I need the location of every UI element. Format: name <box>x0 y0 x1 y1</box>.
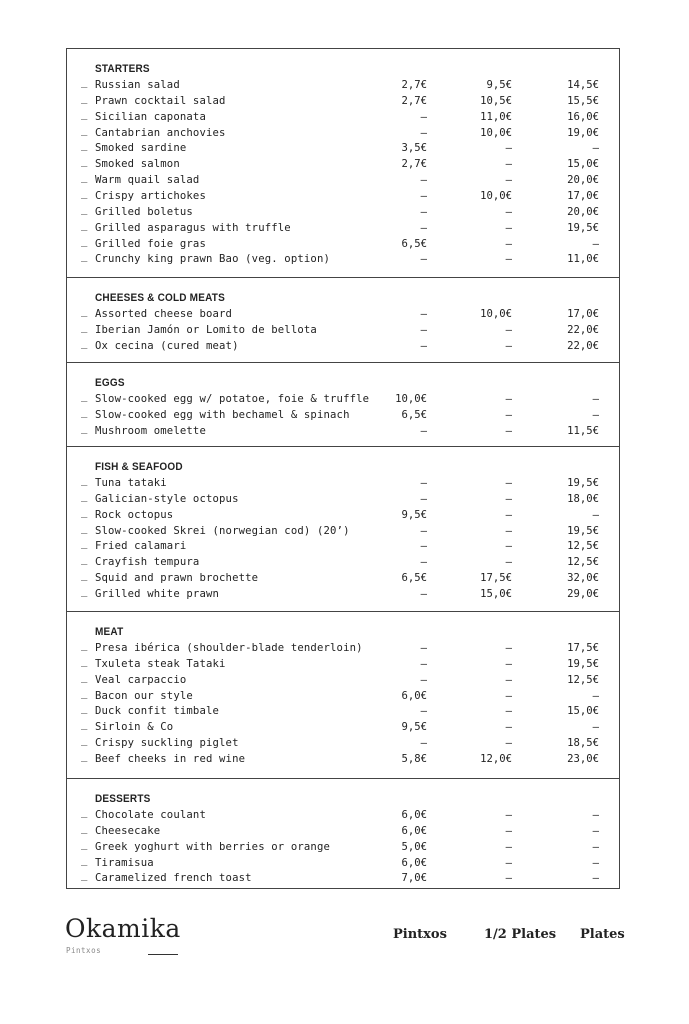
price-plate: 16,0€ <box>567 110 599 123</box>
menu-item <box>67 251 619 267</box>
price-half-plate: 10,0€ <box>480 126 512 139</box>
item-bullet: _ <box>81 553 88 566</box>
price-plate: — <box>592 408 599 421</box>
price-plate: — <box>592 856 599 869</box>
item-bullet: _ <box>81 639 88 651</box>
price-plate: 15,0€ <box>567 158 599 171</box>
price-pintxo: 7,0€ <box>401 872 427 885</box>
menu-item <box>67 719 619 735</box>
brand-underline <box>148 954 178 955</box>
price-pintxo: 6,5€ <box>401 408 427 421</box>
price-pintxo: 6,0€ <box>401 856 427 869</box>
item-bullet: _ <box>81 853 88 866</box>
item-name: Grilled white prawn <box>95 587 220 600</box>
menu-item <box>67 688 619 704</box>
price-pintxo: 9,5€ <box>401 721 427 734</box>
price-half-plate: — <box>505 158 512 171</box>
price-plate: — <box>592 142 599 155</box>
price-pintxo: — <box>420 126 427 139</box>
menu-item <box>67 140 619 156</box>
price-plate: — <box>592 824 599 837</box>
price-pintxo: — <box>420 253 427 266</box>
price-plate: 19,5€ <box>567 477 599 489</box>
price-pintxo: — <box>420 587 427 600</box>
price-pintxo: — <box>420 492 427 505</box>
item-name: Slow-cooked Skrei (norwegian cod) (20’) <box>95 524 350 537</box>
section-title: DESSERTS <box>95 793 151 806</box>
price-plate: 15,5€ <box>567 94 599 107</box>
section-title: EGGS <box>95 377 125 390</box>
menu-frame <box>66 48 620 889</box>
price-half-plate: — <box>505 237 512 250</box>
menu-section <box>67 778 619 890</box>
price-pintxo: 6,0€ <box>401 689 427 702</box>
item-bullet: _ <box>81 749 88 762</box>
menu-section <box>67 49 619 277</box>
item-name: Cantabrian anchovies <box>95 126 226 139</box>
item-bullet: _ <box>81 569 88 582</box>
item-bullet: _ <box>81 584 88 597</box>
price-half-plate: 10,5€ <box>480 94 512 107</box>
price-plate: 20,0€ <box>567 174 599 187</box>
menu-item <box>67 125 619 141</box>
item-bullet: _ <box>81 702 88 715</box>
item-name: Beef cheeks in red wine <box>95 752 246 765</box>
price-half-plate: — <box>505 657 512 670</box>
price-plate: 12,5€ <box>567 673 599 686</box>
item-name: Sirloin & Co <box>95 721 174 734</box>
price-plate: 18,0€ <box>567 492 599 505</box>
price-plate: 18,5€ <box>567 737 599 750</box>
price-pintxo: 2,7€ <box>401 79 427 91</box>
price-pintxo: — <box>420 477 427 489</box>
price-half-plate: — <box>505 524 512 537</box>
price-plate: 17,0€ <box>567 189 599 202</box>
price-half-plate: 12,0€ <box>480 752 512 765</box>
menu-item <box>67 322 619 338</box>
item-name: Galician-style octopus <box>95 492 239 505</box>
menu-item <box>67 391 619 407</box>
menu-item <box>67 672 619 688</box>
price-plate: 12,5€ <box>567 540 599 553</box>
price-plate: 12,5€ <box>567 556 599 569</box>
item-name: Fried calamari <box>95 540 187 553</box>
item-name: Duck confit timbale <box>95 705 220 718</box>
price-pintxo: — <box>420 642 427 654</box>
price-plate: 23,0€ <box>567 752 599 765</box>
price-half-plate: 11,0€ <box>480 110 512 123</box>
price-half-plate: 9,5€ <box>486 79 512 91</box>
price-plate: 22,0€ <box>567 323 599 336</box>
price-half-plate: — <box>505 556 512 569</box>
menu-section <box>67 446 619 611</box>
price-half-plate: — <box>505 408 512 421</box>
item-name: Assorted cheese board <box>95 308 233 320</box>
item-name: Iberian Jamón or Lomito de bellota <box>95 323 317 336</box>
menu-item <box>67 523 619 539</box>
price-plate: 17,5€ <box>567 642 599 654</box>
price-half-plate: — <box>505 205 512 218</box>
price-plate: — <box>592 840 599 853</box>
price-half-plate: — <box>505 540 512 553</box>
menu-item <box>67 491 619 507</box>
price-plate: 19,5€ <box>567 524 599 537</box>
menu-item <box>67 188 619 204</box>
price-pintxo: 10,0€ <box>395 393 427 405</box>
price-half-plate: 15,0€ <box>480 587 512 600</box>
menu-item <box>67 204 619 220</box>
price-half-plate: — <box>505 642 512 654</box>
item-name: Warm quail salad <box>95 174 200 187</box>
menu-item <box>67 156 619 172</box>
price-half-plate: — <box>505 424 512 437</box>
price-pintxo: 6,5€ <box>401 237 427 250</box>
price-half-plate: — <box>505 737 512 750</box>
price-half-plate: — <box>505 221 512 234</box>
menu-item <box>67 475 619 491</box>
price-half-plate: 10,0€ <box>480 308 512 320</box>
menu-item <box>67 423 619 439</box>
menu-item <box>67 656 619 672</box>
price-plate: 19,5€ <box>567 221 599 234</box>
menu-item <box>67 870 619 886</box>
price-half-plate: — <box>505 689 512 702</box>
menu-item <box>67 306 619 322</box>
item-name: Chocolate coulant <box>95 809 206 821</box>
item-name: Sicilian caponata <box>95 110 206 123</box>
item-bullet: _ <box>81 107 88 120</box>
item-name: Bacon our style <box>95 689 193 702</box>
menu-item <box>67 172 619 188</box>
menu-item <box>67 735 619 751</box>
item-name: Squid and prawn brochette <box>95 572 259 585</box>
item-bullet: _ <box>81 489 88 502</box>
price-half-plate: — <box>505 323 512 336</box>
menu-item <box>67 407 619 423</box>
column-header-plates: Plates <box>580 927 625 942</box>
item-bullet: _ <box>81 234 88 247</box>
section-title: FISH & SEAFOOD <box>95 461 183 474</box>
menu-item <box>67 109 619 125</box>
item-name: Crunchy king prawn Bao (veg. option) <box>95 253 331 266</box>
item-name: Crispy suckling piglet <box>95 737 239 750</box>
price-plate: 17,0€ <box>567 308 599 320</box>
price-half-plate: — <box>505 721 512 734</box>
menu-item <box>67 570 619 586</box>
item-name: Presa ibérica (shoulder-blade tenderloin) <box>95 642 363 654</box>
item-bullet: _ <box>81 421 88 434</box>
item-bullet: _ <box>81 76 88 88</box>
item-name: Grilled asparagus with truffle <box>95 221 291 234</box>
item-bullet: _ <box>81 139 88 152</box>
price-pintxo: 2,7€ <box>401 94 427 107</box>
item-bullet: _ <box>81 837 88 850</box>
menu-item <box>67 586 619 602</box>
item-bullet: _ <box>81 305 88 317</box>
price-pintxo: — <box>420 556 427 569</box>
price-plate: 19,5€ <box>567 657 599 670</box>
price-pintxo: 5,0€ <box>401 840 427 853</box>
price-half-plate: — <box>505 339 512 352</box>
item-name: Crispy artichokes <box>95 189 206 202</box>
price-half-plate: — <box>505 174 512 187</box>
menu-item <box>67 538 619 554</box>
price-pintxo: — <box>420 737 427 750</box>
item-name: Ox cecina (cured meat) <box>95 339 239 352</box>
menu-item <box>67 807 619 823</box>
menu-section <box>67 277 619 362</box>
price-pintxo: — <box>420 189 427 202</box>
price-plate: 14,5€ <box>567 79 599 91</box>
price-pintxo: — <box>420 705 427 718</box>
price-pintxo: 9,5€ <box>401 508 427 521</box>
item-bullet: _ <box>81 405 88 418</box>
menu-item <box>67 554 619 570</box>
price-pintxo: — <box>420 110 427 123</box>
item-name: Veal carpaccio <box>95 673 187 686</box>
item-name: Cheesecake <box>95 824 161 837</box>
brand-logo: Okamika <box>65 914 181 943</box>
brand-subtitle: Pintxos <box>66 946 102 955</box>
section-title: MEAT <box>95 626 124 639</box>
item-bullet: _ <box>81 654 88 667</box>
price-half-plate: — <box>505 492 512 505</box>
item-name: Russian salad <box>95 79 180 91</box>
item-name: Greek yoghurt with berries or orange <box>95 840 331 853</box>
item-bullet: _ <box>81 320 88 333</box>
item-bullet: _ <box>81 186 88 199</box>
price-pintxo: — <box>420 673 427 686</box>
item-bullet: _ <box>81 821 88 834</box>
price-half-plate: 17,5€ <box>480 572 512 585</box>
price-pintxo: — <box>420 657 427 670</box>
item-bullet: _ <box>81 521 88 534</box>
price-half-plate: — <box>505 872 512 885</box>
price-plate: — <box>592 872 599 885</box>
item-name: Prawn cocktail salad <box>95 94 226 107</box>
price-pintxo: 2,7€ <box>401 158 427 171</box>
section-title: CHEESES & COLD MEATS <box>95 292 225 305</box>
item-bullet: _ <box>81 123 88 136</box>
item-name: Crayfish tempura <box>95 556 200 569</box>
menu-item <box>67 855 619 871</box>
menu-item <box>67 338 619 354</box>
price-half-plate: — <box>505 253 512 266</box>
price-pintxo: 6,5€ <box>401 572 427 585</box>
price-pintxo: 6,0€ <box>401 809 427 821</box>
item-name: Grilled boletus <box>95 205 193 218</box>
item-name: Txuleta steak Tataki <box>95 657 226 670</box>
price-pintxo: — <box>420 339 427 352</box>
price-half-plate: — <box>505 809 512 821</box>
price-plate: 11,0€ <box>567 253 599 266</box>
menu-item <box>67 93 619 109</box>
item-bullet: _ <box>81 336 88 349</box>
menu-section <box>67 362 619 446</box>
item-bullet: _ <box>81 390 88 402</box>
item-bullet: _ <box>81 718 88 731</box>
menu-item <box>67 640 619 656</box>
item-bullet: _ <box>81 474 88 486</box>
item-name: Smoked salmon <box>95 158 180 171</box>
price-pintxo: — <box>420 424 427 437</box>
item-bullet: _ <box>81 171 88 184</box>
price-half-plate: 10,0€ <box>480 189 512 202</box>
price-plate: — <box>592 508 599 521</box>
item-name: Caramelized french toast <box>95 872 252 885</box>
price-half-plate: — <box>505 673 512 686</box>
menu-section <box>67 611 619 778</box>
price-half-plate: — <box>505 705 512 718</box>
menu-item <box>67 236 619 252</box>
price-half-plate: — <box>505 824 512 837</box>
item-bullet: _ <box>81 806 88 818</box>
item-name: Grilled foie gras <box>95 237 206 250</box>
price-half-plate: — <box>505 393 512 405</box>
item-name: Mushroom omelette <box>95 424 206 437</box>
price-plate: — <box>592 809 599 821</box>
item-name: Smoked sardine <box>95 142 187 155</box>
price-half-plate: — <box>505 142 512 155</box>
price-half-plate: — <box>505 477 512 489</box>
price-plate: 22,0€ <box>567 339 599 352</box>
item-bullet: _ <box>81 686 88 699</box>
price-half-plate: — <box>505 508 512 521</box>
column-header-half-plates: 1/2 Plates <box>484 927 557 942</box>
menu-item <box>67 839 619 855</box>
item-bullet: _ <box>81 155 88 168</box>
item-bullet: _ <box>81 734 88 747</box>
menu-item <box>67 507 619 523</box>
menu-item <box>67 823 619 839</box>
price-plate: 29,0€ <box>567 587 599 600</box>
menu-item <box>67 77 619 93</box>
price-pintxo: — <box>420 221 427 234</box>
price-pintxo: — <box>420 323 427 336</box>
price-plate: — <box>592 721 599 734</box>
item-bullet: _ <box>81 202 88 215</box>
item-name: Slow-cooked egg w/ potatoe, foie & truffle <box>95 393 370 405</box>
price-plate: — <box>592 237 599 250</box>
price-pintxo: 6,0€ <box>401 824 427 837</box>
menu-item <box>67 220 619 236</box>
price-half-plate: — <box>505 856 512 869</box>
price-plate: 20,0€ <box>567 205 599 218</box>
item-name: Tiramisua <box>95 856 154 869</box>
section-title: STARTERS <box>95 63 150 76</box>
price-plate: 19,0€ <box>567 126 599 139</box>
item-bullet: _ <box>81 250 88 263</box>
item-bullet: _ <box>81 218 88 231</box>
price-pintxo: — <box>420 174 427 187</box>
menu-item <box>67 703 619 719</box>
price-pintxo: 5,8€ <box>401 752 427 765</box>
menu-item <box>67 751 619 767</box>
item-bullet: _ <box>81 91 88 104</box>
item-bullet: _ <box>81 869 88 882</box>
price-pintxo: 3,5€ <box>401 142 427 155</box>
price-pintxo: — <box>420 540 427 553</box>
item-name: Tuna tataki <box>95 477 167 489</box>
price-plate: — <box>592 393 599 405</box>
price-pintxo: — <box>420 524 427 537</box>
price-plate: 15,0€ <box>567 705 599 718</box>
column-header-pintxos: Pintxos <box>393 927 447 942</box>
item-bullet: _ <box>81 537 88 550</box>
price-pintxo: — <box>420 308 427 320</box>
price-plate: 11,5€ <box>567 424 599 437</box>
item-bullet: _ <box>81 505 88 518</box>
price-plate: 32,0€ <box>567 572 599 585</box>
price-plate: — <box>592 689 599 702</box>
item-name: Slow-cooked egg with bechamel & spinach <box>95 408 350 421</box>
price-pintxo: — <box>420 205 427 218</box>
price-half-plate: — <box>505 840 512 853</box>
item-bullet: _ <box>81 670 88 683</box>
item-name: Rock octopus <box>95 508 174 521</box>
